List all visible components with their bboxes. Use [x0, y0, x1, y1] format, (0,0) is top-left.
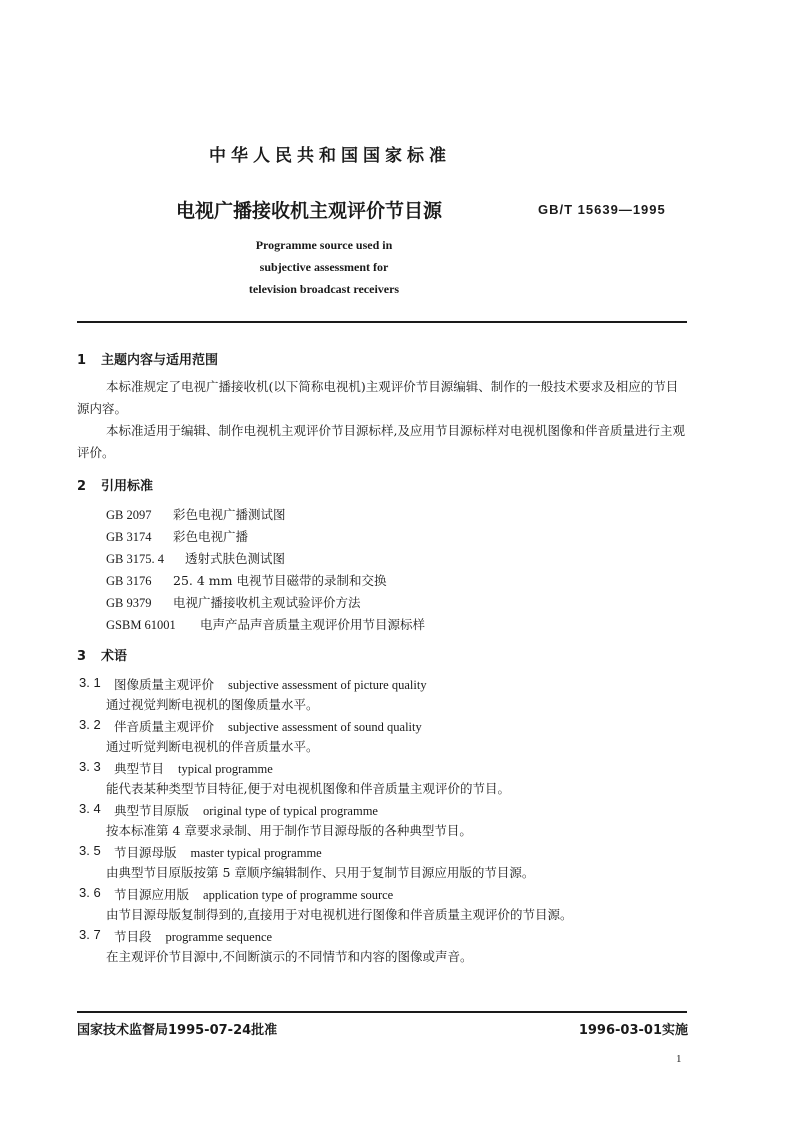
- term-en: master typical programme: [190, 846, 322, 860]
- reference-item: [106, 505, 286, 523]
- document-title-en-line-2: subjective assessment for: [259, 260, 389, 274]
- term-zh: 节目段: [114, 929, 152, 944]
- reference-name: 电视广播接收机主观试验评价方法: [173, 595, 361, 610]
- reference-name: 彩色电视广播测试图: [173, 507, 286, 522]
- section-1-title: 主题内容与适用范围: [101, 353, 219, 368]
- term-definition: 能代表某种类型节目特征,便于对电视机图像和伴音质量主观评价的节目。: [106, 781, 510, 796]
- term-zh: 典型节目原版: [114, 803, 190, 818]
- section-1-paragraph-1: 本标准规定了电视广播接收机(以下简称电视机)主观评价节目源编辑、制作的一般技术要求及相应的节目源内容。: [77, 379, 679, 416]
- reference-code: GB 3176: [106, 574, 152, 588]
- section-2-heading: [77, 475, 153, 494]
- page-number: 1: [676, 1053, 682, 1065]
- term-definition: 通过听觉判断电视机的伴音质量水平。: [106, 739, 319, 754]
- reference-code: GB 9379: [106, 596, 152, 610]
- term-heading: [114, 885, 393, 903]
- effective-date: 1996-03-01实施: [578, 1023, 688, 1038]
- document-title-en-line-1: Programme source used in: [255, 238, 393, 252]
- term-definition: 由节目源母版复制得到的,直接用于对电视机进行图像和伴音质量主观评价的节目源。: [106, 907, 573, 922]
- term-definition: 由典型节目原版按第 5 章顺序编辑制作、只用于复制节目源应用版的节目源。: [106, 865, 535, 880]
- term-number: 3. 3: [79, 759, 101, 774]
- term-zh: 典型节目: [114, 761, 165, 776]
- reference-code: GB 3174: [106, 530, 152, 544]
- term-number: 3. 5: [79, 843, 101, 858]
- section-1-paragraph-2: 本标准适用于编辑、制作电视机主观评价节目源标样,及应用节目源标样对电视机图像和伴音质量进行主观评价。: [77, 423, 685, 460]
- reference-item: [106, 549, 285, 567]
- reference-name: 25. 4 mm 电视节目磁带的录制和交换: [173, 573, 387, 588]
- footer-divider: [77, 1011, 687, 1013]
- term-definition: 通过视觉判断电视机的图像质量水平。: [106, 697, 319, 712]
- reference-item: [106, 571, 386, 589]
- term-definition: 按本标准第 4 章要求录制、用于制作节目源母版的各种典型节目。: [106, 823, 472, 838]
- term-en: programme sequence: [165, 930, 273, 944]
- term-zh: 伴音质量主观评价: [114, 719, 215, 734]
- term-zh: 图像质量主观评价: [114, 677, 215, 692]
- term-en: subjective assessment of sound quality: [228, 720, 422, 734]
- term-heading: [114, 843, 322, 861]
- section-2-number: 2: [77, 479, 87, 494]
- national-standard-label: 中华人民共和国国家标准: [209, 146, 451, 166]
- term-heading: [114, 801, 378, 819]
- standard-code: GB/T 15639—1995: [538, 202, 666, 217]
- approval-date: 国家技术监督局1995-07-24批准: [77, 1023, 278, 1038]
- term-heading: [114, 675, 427, 693]
- reference-item: [106, 593, 361, 611]
- term-number: 3. 2: [79, 717, 101, 732]
- term-en: typical programme: [178, 762, 273, 776]
- term-number: 3. 7: [79, 927, 101, 942]
- reference-item: [106, 527, 248, 545]
- term-heading: [114, 927, 272, 945]
- header-divider: [77, 321, 687, 323]
- term-en: subjective assessment of picture quality: [228, 678, 427, 692]
- document-title-en-line-3: television broadcast receivers: [248, 282, 400, 296]
- term-zh: 节目源应用版: [114, 887, 190, 902]
- term-number: 3. 4: [79, 801, 101, 816]
- section-3-heading: [77, 645, 127, 664]
- section-1-heading: [77, 349, 218, 368]
- term-en: original type of typical programme: [203, 804, 378, 818]
- reference-name: 透射式肤色测试图: [185, 551, 286, 566]
- term-definition: 在主观评价节目源中,不间断演示的不同情节和内容的图像或声音。: [106, 949, 473, 964]
- reference-code: GB 2097: [106, 508, 152, 522]
- term-en: application type of programme source: [203, 888, 394, 902]
- reference-code: GSBM 61001: [106, 618, 176, 632]
- term-zh: 节目源母版: [114, 845, 177, 860]
- section-3-title: 术语: [101, 649, 128, 664]
- reference-name: 电声产品声音质量主观评价用节目源标样: [200, 617, 426, 632]
- term-number: 3. 6: [79, 885, 101, 900]
- term-heading: [114, 759, 273, 777]
- document-title-zh: 电视广播接收机主观评价节目源: [176, 200, 443, 222]
- section-2-title: 引用标准: [101, 479, 154, 494]
- section-1-number: 1: [77, 353, 87, 368]
- reference-name: 彩色电视广播: [173, 529, 249, 544]
- term-heading: [114, 717, 422, 735]
- reference-code: GB 3175. 4: [106, 552, 164, 566]
- reference-item: [106, 615, 425, 633]
- term-number: 3. 1: [79, 675, 101, 690]
- section-3-number: 3: [77, 649, 87, 664]
